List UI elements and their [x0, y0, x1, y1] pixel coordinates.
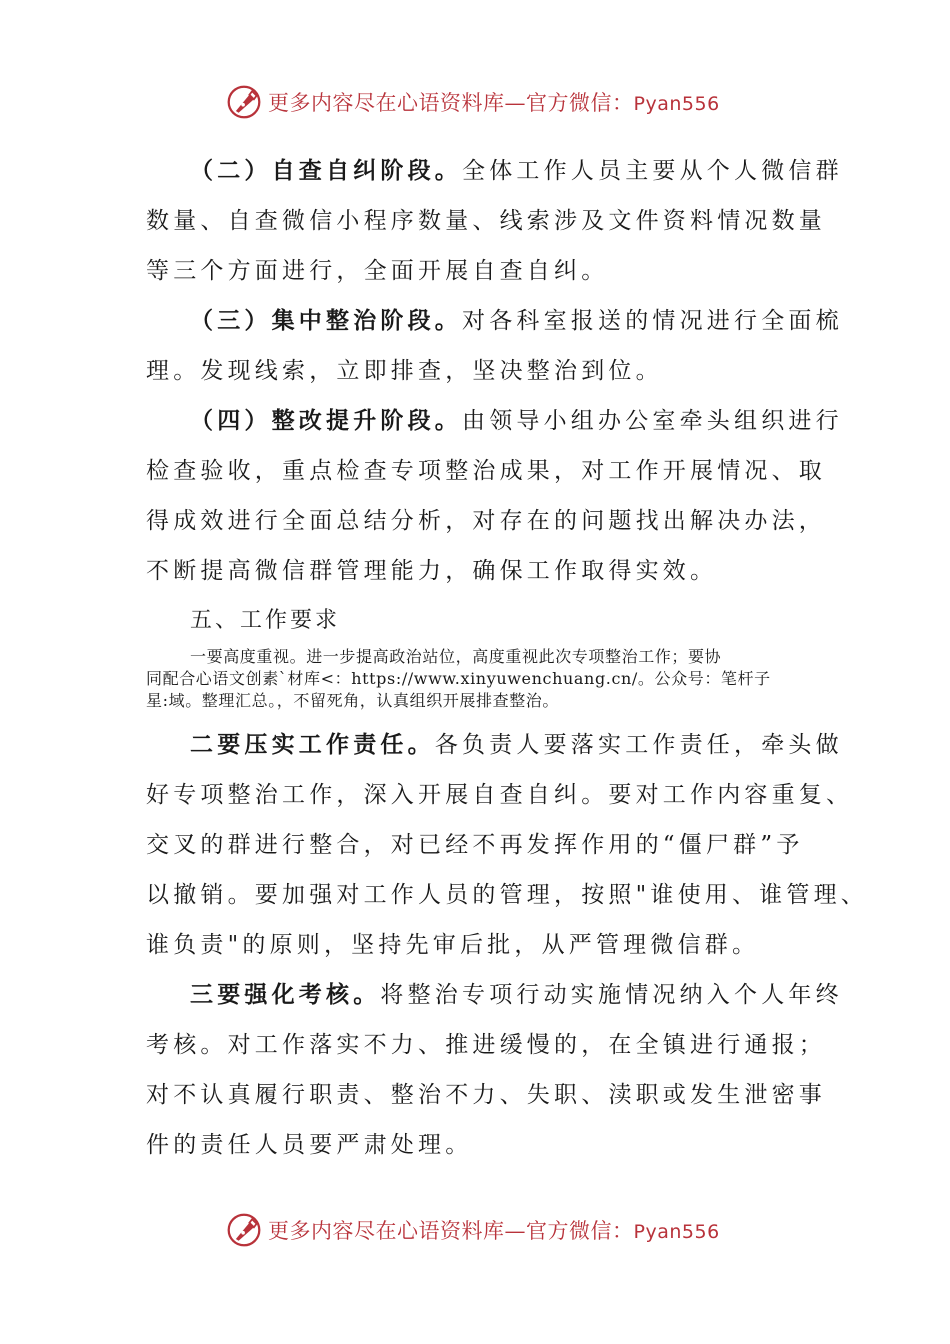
footer-banner: [226, 1210, 746, 1250]
pen-nib-logo-icon: [226, 84, 262, 120]
document-body: [146, 146, 868, 1170]
section-rectification: （三）集中整治阶段。对各科室报送的情况进行全面梳 理。发现线索，立即排查，坚决整治到位。: [146, 307, 843, 384]
header-banner: [226, 82, 746, 122]
requirement-1: 一要高度重视。进一步提高政治站位，高度重视此次专项整治工作；要协 同配合心语文创素`材库<：https://www.xinyuwenchuang.cn/。公众号：笔杆子 星:域。整理汇总。，不留死角，认真组织开展排查整治。: [146, 647, 771, 710]
section-heading-requirements: 五、工作要求: [190, 608, 341, 633]
banner-text: 更多内容尽在心语资料库—官方微信：Pyan556: [268, 91, 720, 115]
requirement-2: 二要压实工作责任。各负责人要落实工作责任，牵头做 好专项整治工作，深入开展自查自纠。要对工作内容重复、 交叉的群进行整合，对已经不再发挥作用的“僵尸群”予 以撤销。要加强对工作人员的管理，按照"谁使用、谁管理、 谁负责"的原则，坚持先审后批，从严管理微信群。: [146, 731, 868, 958]
section-title: （三）集中整治阶段。: [190, 307, 462, 334]
requirement-3: 三要强化考核。将整治专项行动实施情况纳入个人年终 考核。对工作落实不力、推进缓慢的，在全镇进行通报； 对不认真履行职责、整治不力、失职、渎职或发生泄密事 件的责任人员要严肃处理。: [146, 981, 843, 1158]
pen-nib-logo-icon: [226, 1212, 262, 1248]
section-title: （二）自查自纠阶段。: [190, 157, 462, 184]
requirement-title: 二要压实工作责任。: [190, 731, 435, 758]
banner-text: 更多内容尽在心语资料库—官方微信：Pyan556: [268, 1219, 720, 1243]
section-self-check: （二）自查自纠阶段。全体工作人员主要从个人微信群 数量、自查微信小程序数量、线索涉及文件资料情况数量 等三个方面进行，全面开展自查自纠。: [146, 157, 843, 284]
section-title: （四）整改提升阶段。: [190, 407, 462, 434]
requirement-title: 三要强化考核。: [190, 981, 381, 1008]
section-improvement: （四）整改提升阶段。由领导小组办公室牵头组织进行 检查验收，重点检查专项整治成果，对工作开展情况、取 得成效进行全面总结分析，对存在的问题找出解决办法， 不断提高微信群管理能力，确保工作取得实效。: [146, 407, 843, 584]
